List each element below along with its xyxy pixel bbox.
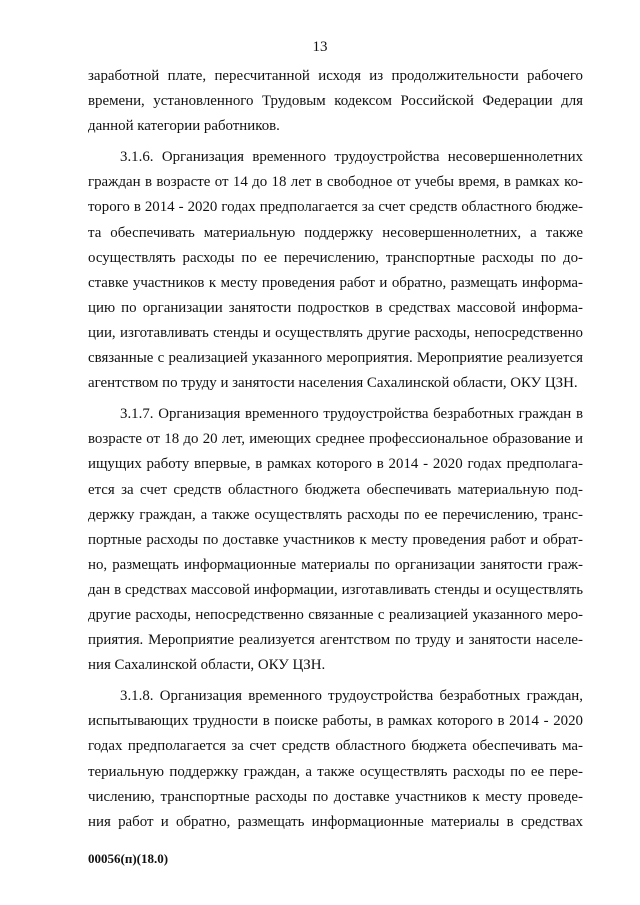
text-line: 3.1.8. Организация временного трудоустройства безработных граждан, (120, 688, 583, 705)
text-line: цию по организации занятости подростков в средствах массовой информа- (88, 299, 583, 316)
page-number: 13 (312, 39, 328, 55)
paragraph-continuation (88, 64, 583, 139)
text-line: граждан в возрасте от 14 до 18 лет в свободное от учебы время, в рамках ко- (88, 174, 583, 191)
text-line: 3.1.7. Организация временного трудоустройства безработных граждан в (120, 406, 583, 423)
text-line: ставке участников к месту проведения работ и обратно, размещать информа- (88, 274, 583, 291)
paragraph-3-1-7 (88, 402, 583, 678)
text-line: торого в 2014 - 2020 годах предполагается за счет средств областного бюдже- (88, 199, 583, 216)
paragraph-3-1-8 (88, 684, 583, 835)
text-line: териальную поддержку граждан, а также осуществлять расходы по ее пере- (88, 763, 583, 780)
text-line: держку граждан, а также осуществлять расходы по ее перечислению, транс- (88, 506, 583, 523)
text-line: ния Сахалинской области, ОКУ ЦЗН. (88, 657, 326, 674)
text-line: портные расходы по доставке участников к месту проведения работ и обрат- (88, 531, 583, 548)
text-line: данной категории работников. (88, 118, 280, 135)
paragraph-3-1-6 (88, 145, 583, 396)
text-line: приятия. Мероприятие реализуется агентством по труду и занятости населе- (88, 632, 583, 649)
text-line: заработной плате, пересчитанной исходя из продолжительности рабочего (88, 68, 583, 84)
text-line: другие расходы, непосредственно связанные с реализацией указанного меро- (88, 606, 583, 623)
text-line: ется за счет средств областного бюджета обеспечивать материальную под- (88, 481, 583, 498)
text-line: времени, установленного Трудовым кодексом Российской Федерации для (88, 93, 583, 110)
text-line: связанные с реализацией указанного мероприятия. Мероприятие реализуется (88, 350, 583, 367)
text-line: но, размещать информационные материалы по организации занятости граж- (88, 556, 583, 573)
text-line: годах предполагается за счет средств областного бюджета обеспечивать ма- (88, 738, 583, 755)
text-line: агентством по труду и занятости населения Сахалинской области, ОКУ ЦЗН. (88, 375, 578, 392)
document-body (88, 64, 583, 841)
text-line: дан в средствах массовой информации, изготавливать стенды и осуществлять (88, 581, 583, 598)
text-line: ции, изготавливать стенды и осуществлять другие расходы, непосредственно (88, 324, 583, 341)
text-line: числению, транспортные расходы по доставке участников к месту проведе- (88, 788, 583, 805)
text-line: осуществлять расходы по ее перечислению, транспортные расходы по до- (88, 249, 583, 266)
text-line: 3.1.6. Организация временного трудоустройства несовершеннолетних (120, 149, 583, 166)
text-line: ищущих работу впервые, в рамках которого в 2014 - 2020 годах предполага- (88, 456, 583, 473)
text-line: та обеспечивать материальную поддержку несовершеннолетних, а также (88, 224, 583, 241)
document-code: 00056(п)(18.0) (88, 851, 169, 866)
text-line: возрасте от 18 до 20 лет, имеющих среднее профессиональное образование и (88, 431, 583, 448)
text-line: ния работ и обратно, размещать информационные материалы в средствах (88, 813, 583, 830)
text-line: испытывающих трудности в поиске работы, в рамках которого в 2014 - 2020 (88, 713, 583, 730)
